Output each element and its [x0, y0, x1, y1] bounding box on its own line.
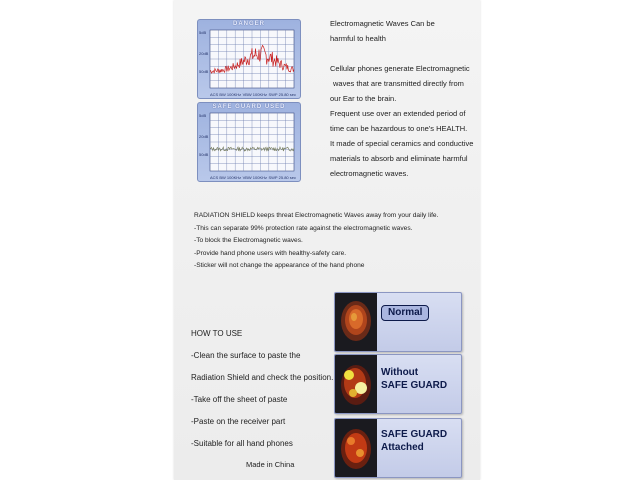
intro-line: Cellular phones generate Electromagnetic [330, 64, 470, 73]
safe-guard-graph [197, 102, 301, 182]
shield-line: -Provide hand phone users with healthy-safety care. [194, 249, 347, 257]
howto-step: Radiation Shield and check the position. [191, 373, 334, 382]
y-tick-label: 5dB [199, 113, 207, 118]
panel-label: SAFE GUARD [381, 380, 448, 391]
panel-label: Normal [381, 305, 429, 321]
thermal-head-image [335, 419, 377, 477]
safe-guard-graph-plot [198, 103, 300, 181]
intro-line: time can be hazardous to one's HEALTH. [330, 124, 468, 133]
intro-line: Electromagnetic Waves Can be [330, 19, 435, 28]
radiation-shield-description [194, 210, 474, 273]
graph-footer: ACS BW 100KHz VBW 100KHz SWP 25.80 sec [210, 175, 296, 180]
y-tick-label: 20dB [199, 51, 209, 56]
shield-line: -To block the Electromagnetic waves. [194, 237, 303, 244]
normal-panel [334, 292, 462, 352]
intro-line: materials to absorb and eliminate harmful [330, 154, 468, 163]
intro-text [330, 16, 480, 181]
y-tick-label: 50dB [199, 152, 209, 157]
graph-title: SAFE GUARD USED [212, 104, 286, 110]
y-tick-label: 50dB [199, 69, 209, 74]
howto-step: -Paste on the receiver part [191, 417, 286, 426]
safe-guard-attached-panel [334, 418, 462, 478]
thermal-head-image [335, 355, 377, 413]
intro-line: harmful to health [330, 34, 386, 43]
intro-line [330, 46, 480, 61]
how-to-use-heading: HOW TO USE [191, 329, 243, 338]
intro-line: electromagnetic waves. [330, 169, 409, 178]
y-tick-label: 5dB [199, 30, 207, 35]
howto-step: -Suitable for all hand phones [191, 439, 293, 448]
panel-label: Without [381, 367, 419, 378]
thermal-head-image [335, 293, 377, 351]
intro-line: Frequent use over an extended period of [330, 109, 466, 118]
howto-step: -Take off the sheet of paste [191, 395, 288, 404]
danger-graph [197, 19, 301, 99]
graph-footer: ACS BW 100KHz VBW 100KHz SWP 25.80 sec [210, 92, 296, 97]
shield-line: RADIATION SHIELD keeps threat Electromagnetic Waves away from your daily life. [194, 212, 439, 219]
intro-line: It made of special ceramics and conductive [330, 139, 474, 148]
panel-label: SAFE GUARD [381, 429, 448, 440]
how-to-use-section [191, 323, 334, 455]
shield-line: -Sticker will not change the appearance of the hand phone [194, 262, 365, 269]
without-safe-guard-panel [334, 354, 462, 414]
danger-graph-plot [198, 20, 300, 98]
howto-step: -Clean the surface to paste the [191, 351, 301, 360]
made-in-label: Made in China [246, 460, 295, 469]
intro-line: our Ear to the brain. [330, 94, 397, 103]
shield-line: -This can separate 99% protection rate against the electromagnetic waves. [194, 224, 413, 232]
panel-label: Attached [381, 442, 424, 453]
y-tick-label: 20dB [199, 134, 209, 139]
graph-title: DANGER [232, 21, 265, 27]
intro-line: waves that are transmitted directly from [333, 79, 464, 88]
